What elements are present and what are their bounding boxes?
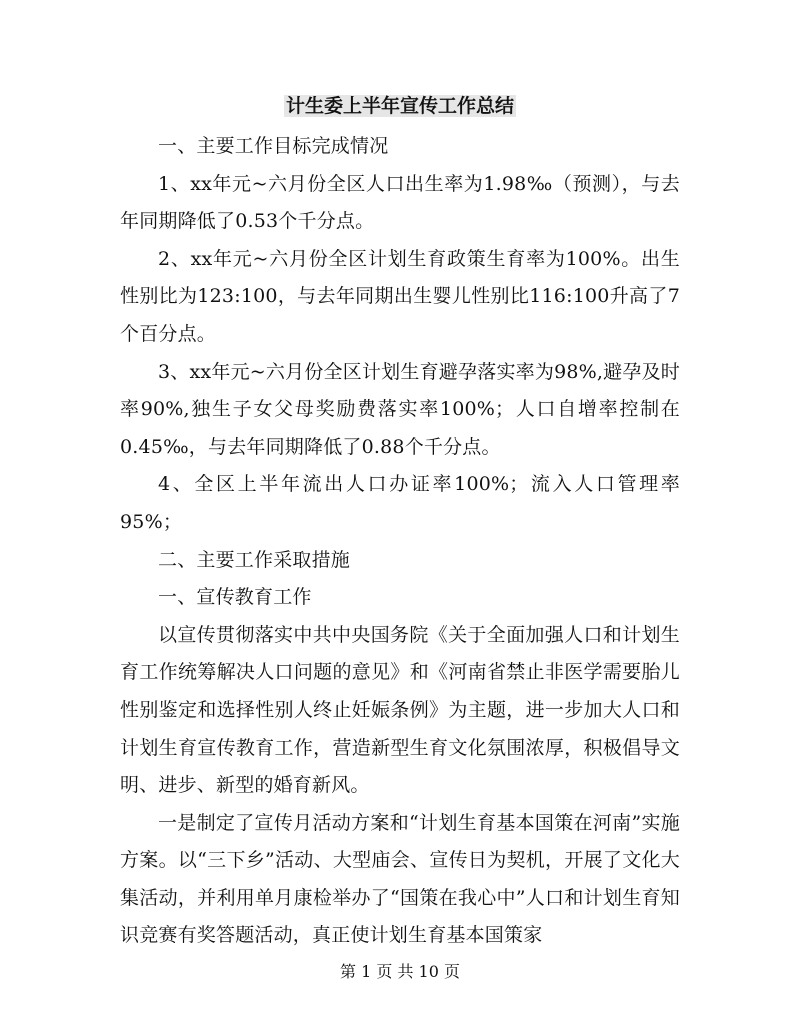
page-footer: 第 1 页 共 10 页 bbox=[340, 962, 460, 981]
section-heading: 一、主要工作目标完成情况 bbox=[158, 135, 389, 157]
document-title-line bbox=[0, 92, 800, 120]
paragraph: 1、xx年元~六月份全区人口出生率为1.98‰（预测），与去年同期降低了0.53个千分点。 bbox=[120, 172, 680, 233]
paragraph: 4、全区上半年流出人口办证率100%；流入人口管理率95%； bbox=[120, 473, 680, 533]
section-heading: 二、主要工作采取措施 bbox=[158, 548, 351, 571]
paragraph: 2、xx年元~六月份全区计划生育政策生育率为100%。出生性别比为123:100，与去年同期出生婴儿性别比116:100升高了7个百分点。 bbox=[120, 247, 680, 345]
document-title: 计生委上半年宣传工作总结 bbox=[285, 95, 514, 117]
paragraph: 以宣传贯彻落实中共中央国务院《关于全面加强人口和计划生育工作统筹解决人口问题的意见》和《河南省禁止非医学需要胎儿性别鉴定和选择性别人终止妊娠条例》为主题，进一步加大人口和计划生育宣传教育工作，营造新型生育文化氛围浓厚，积极倡导文明、进步、新型的婚育新风。 bbox=[120, 623, 680, 797]
paragraph: 3、xx年元~六月份全区计划生育避孕落实率为98%,避孕及时率90%,独生子女父母奖励费落实率100%；人口自增率控制在0.45‰，与去年同期降低了0.88个千分点。 bbox=[120, 360, 680, 458]
paragraph: 一是制定了宣传月活动方案和“计划生育基本国策在河南”实施方案。以“三下乡”活动、大型庙会、宣传日为契机，开展了文化大集活动，并利用单月康检举办了“国策在我心中”人口和计划生育知识竞赛有奖答题活动，真正使计划生育基本国策家 bbox=[120, 811, 680, 947]
document-body bbox=[120, 128, 680, 955]
subsection-heading: 一、宣传教育工作 bbox=[158, 586, 312, 609]
